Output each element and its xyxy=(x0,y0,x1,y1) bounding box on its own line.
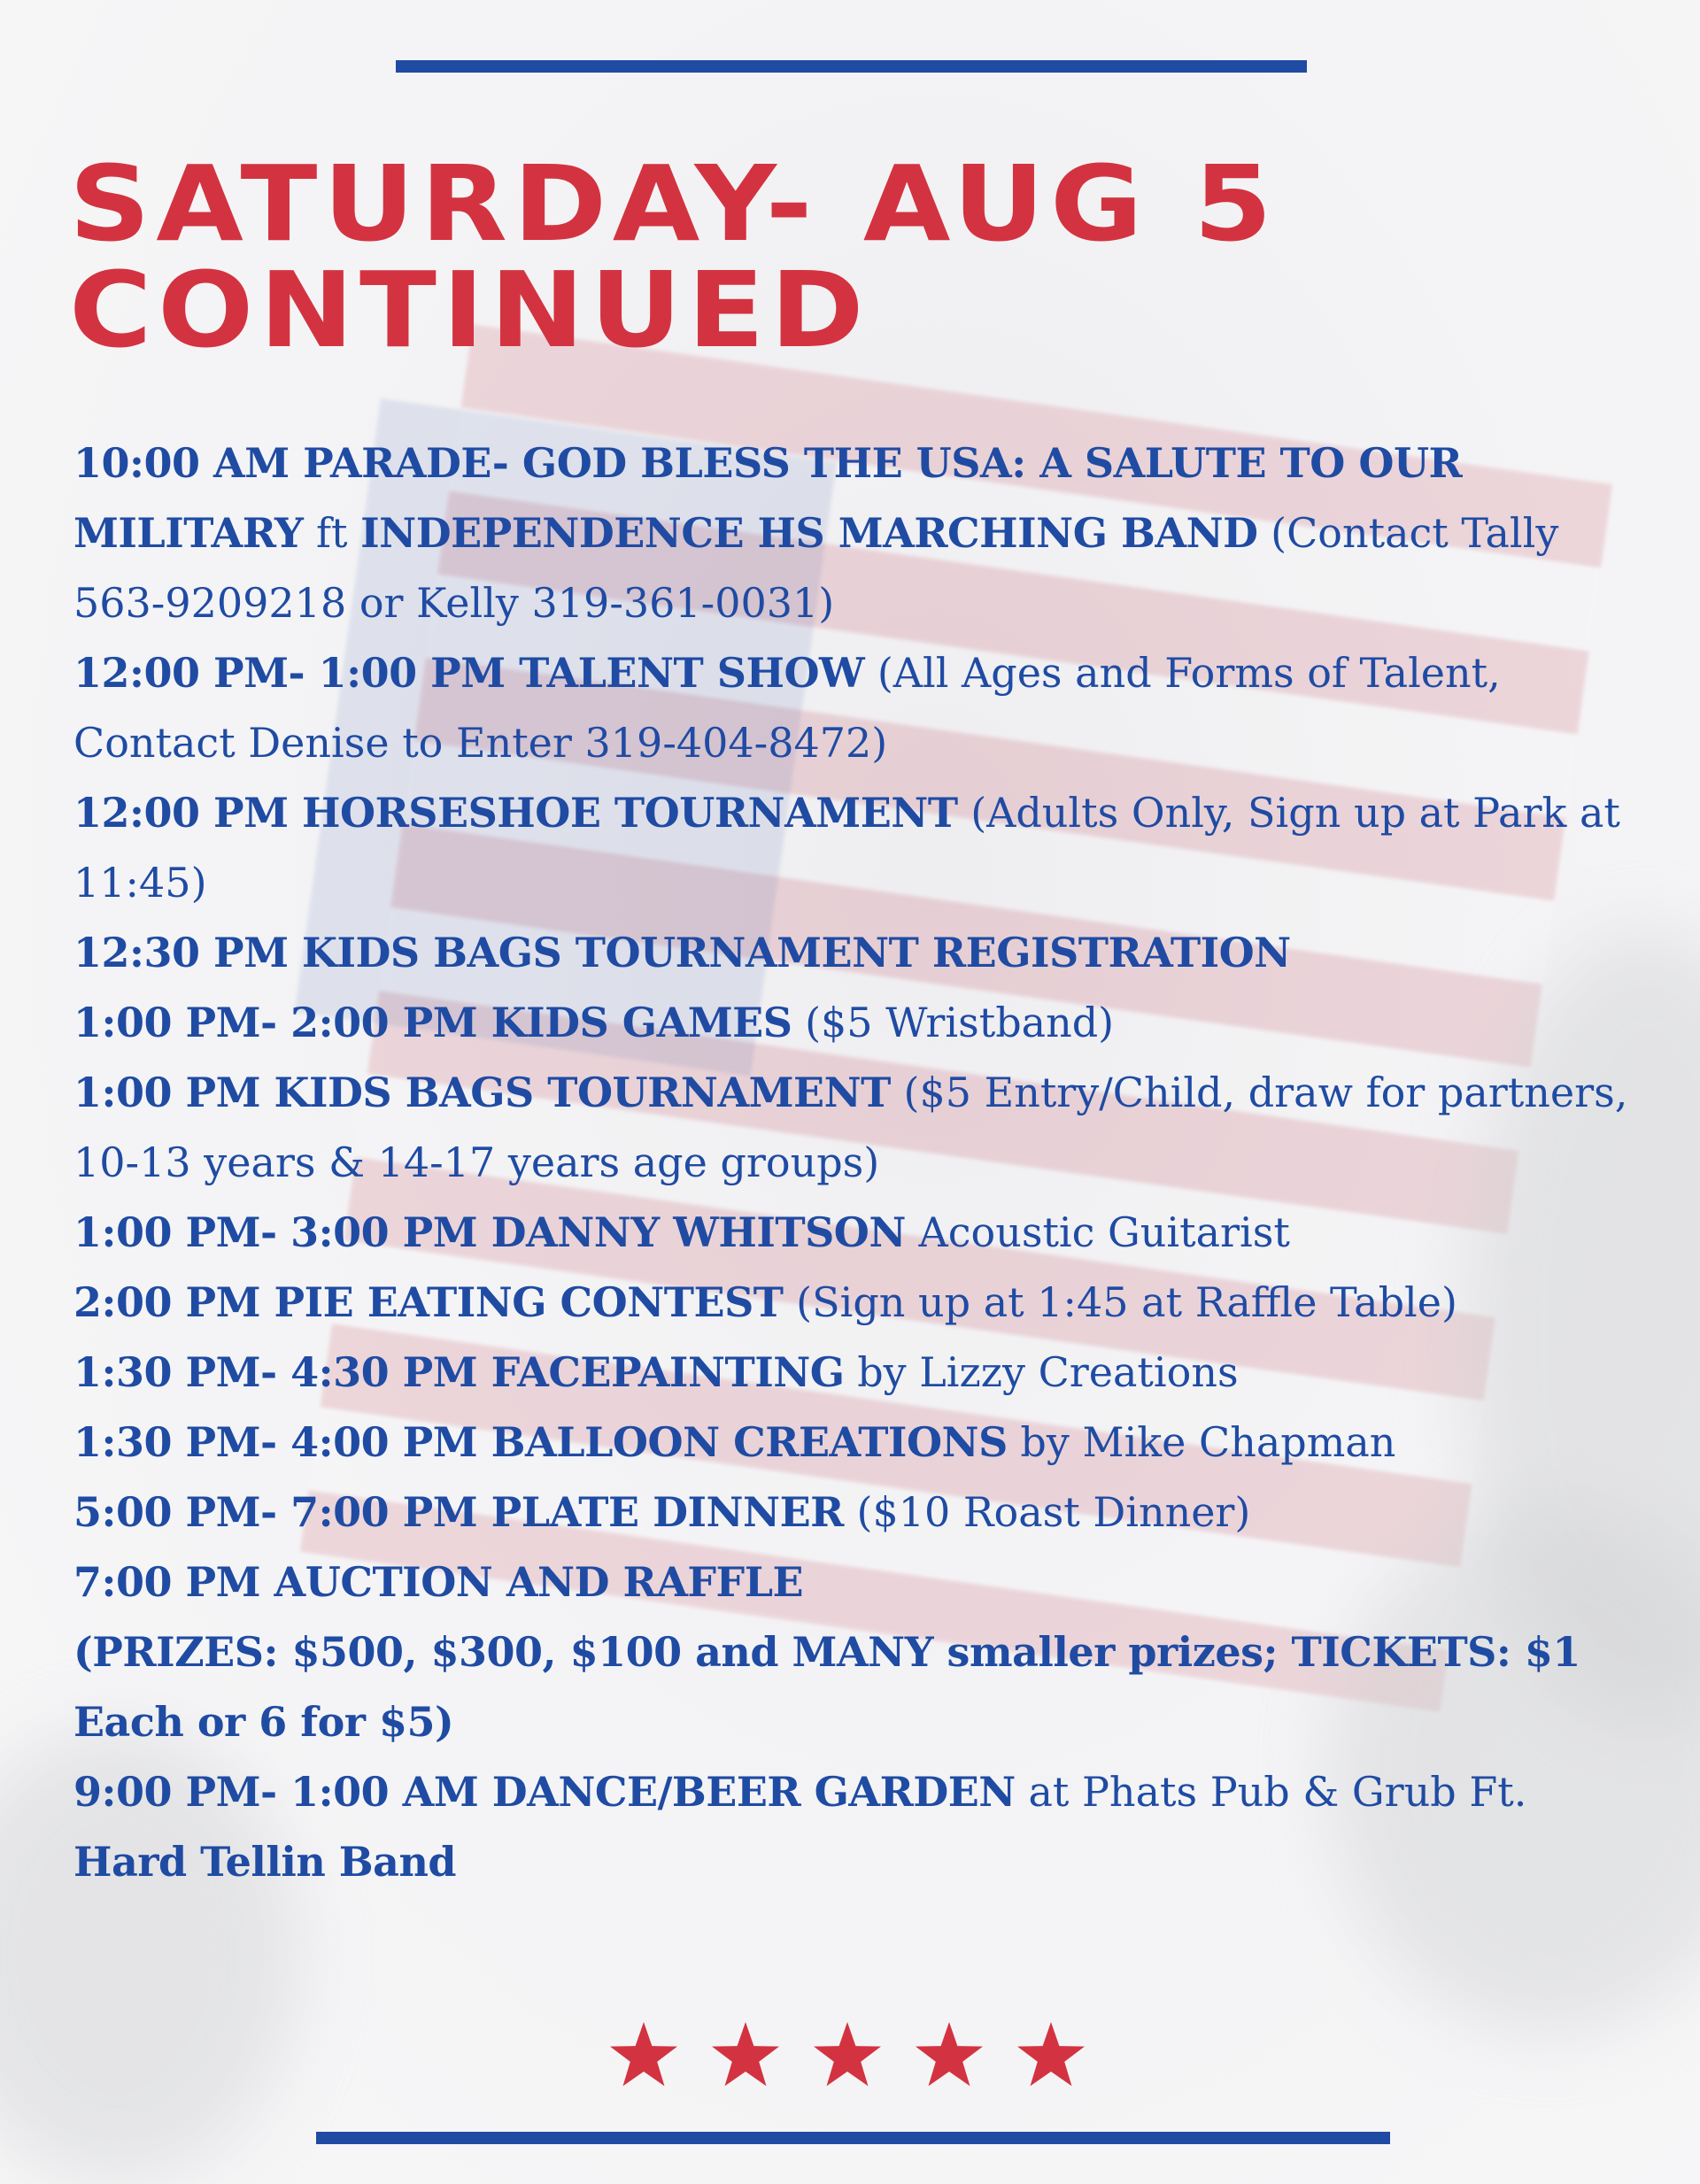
event-performer: Hard Tellin Band xyxy=(73,1838,457,1886)
event-details: ($10 Roast Dinner) xyxy=(856,1488,1251,1536)
event-details: ($5 Entry/Child, draw for partners, 10-13 years & 14-17 years age groups) xyxy=(73,1069,1628,1186)
event-prizes: (PRIZES: $500, $300, $100 and MANY smaller prizes; TICKETS: $1 Each or 6 for $5) xyxy=(73,1628,1580,1746)
title-line-1: SATURDAY- AUG 5 xyxy=(69,143,1279,265)
event-title: 12:00 PM HORSESHOE TOURNAMENT xyxy=(73,789,958,837)
event-title: 1:30 PM- 4:30 PM FACEPAINTING xyxy=(73,1348,845,1396)
top-divider xyxy=(396,60,1307,73)
title-line-2: CONTINUED xyxy=(69,249,870,371)
event-details: at Phats Pub & Grub Ft. xyxy=(1028,1768,1527,1816)
event-title: 1:30 PM- 4:00 PM BALLOON CREATIONS xyxy=(73,1418,1008,1466)
schedule-item xyxy=(73,918,1641,988)
bottom-divider xyxy=(316,2132,1390,2144)
schedule-item xyxy=(73,1408,1641,1478)
star-icon xyxy=(610,2022,677,2086)
star-icon xyxy=(814,2022,881,2086)
event-title: 5:00 PM- 7:00 PM PLATE DINNER xyxy=(73,1488,844,1536)
event-title: 12:00 PM- 1:00 PM TALENT SHOW xyxy=(73,649,865,697)
schedule-item xyxy=(73,988,1641,1058)
event-details: by Mike Chapman xyxy=(1020,1418,1396,1466)
schedule-item xyxy=(73,1757,1641,1897)
star-icon xyxy=(712,2022,779,2086)
schedule-item xyxy=(73,638,1641,778)
event-title: 9:00 PM- 1:00 AM DANCE/BEER GARDEN xyxy=(73,1768,1016,1816)
event-details: by Lizzy Creations xyxy=(857,1348,1239,1396)
event-details: (All Ages and Forms of Talent, Contact Denise to Enter 319-404-8472) xyxy=(73,649,1501,767)
event-title: 1:00 PM- 2:00 PM KIDS GAMES xyxy=(73,999,792,1046)
event-details: (Contact Tally 563-9209218 or Kelly 319-361-0031) xyxy=(73,509,1559,627)
star-row xyxy=(607,2020,1102,2091)
page-title xyxy=(69,143,1279,371)
event-connector: ft xyxy=(315,509,348,557)
schedule-item xyxy=(73,1268,1641,1338)
event-title: 1:00 PM KIDS BAGS TOURNAMENT xyxy=(73,1069,891,1116)
event-title: 12:30 PM KIDS BAGS TOURNAMENT REGISTRATION xyxy=(73,929,1291,976)
star-icon xyxy=(916,2022,983,2086)
event-title: 10:00 AM PARADE- GOD BLESS THE USA: A SALUTE TO OUR MILITARY xyxy=(73,439,1463,557)
event-title: 2:00 PM PIE EATING CONTEST xyxy=(73,1278,784,1326)
star-icon xyxy=(1017,2022,1085,2086)
event-details: Acoustic Guitarist xyxy=(918,1208,1290,1256)
schedule-item xyxy=(73,1198,1641,1268)
event-title: 1:00 PM- 3:00 PM DANNY WHITSON xyxy=(73,1208,906,1256)
event-schedule xyxy=(73,428,1641,1897)
schedule-item xyxy=(73,778,1641,918)
schedule-item xyxy=(73,1547,1641,1617)
event-performer: INDEPENDENCE HS MARCHING BAND xyxy=(360,509,1258,557)
event-title: 7:00 PM AUCTION AND RAFFLE xyxy=(73,1558,804,1606)
schedule-item xyxy=(73,1478,1641,1547)
schedule-item xyxy=(73,1058,1641,1198)
schedule-item xyxy=(73,1338,1641,1408)
event-details: (Adults Only, Sign up at Park at 11:45) xyxy=(73,789,1620,907)
schedule-item-continued xyxy=(73,1617,1641,1757)
event-details: (Sign up at 1:45 at Raffle Table) xyxy=(796,1278,1457,1326)
schedule-item xyxy=(73,428,1641,638)
event-details: ($5 Wristband) xyxy=(805,999,1115,1046)
